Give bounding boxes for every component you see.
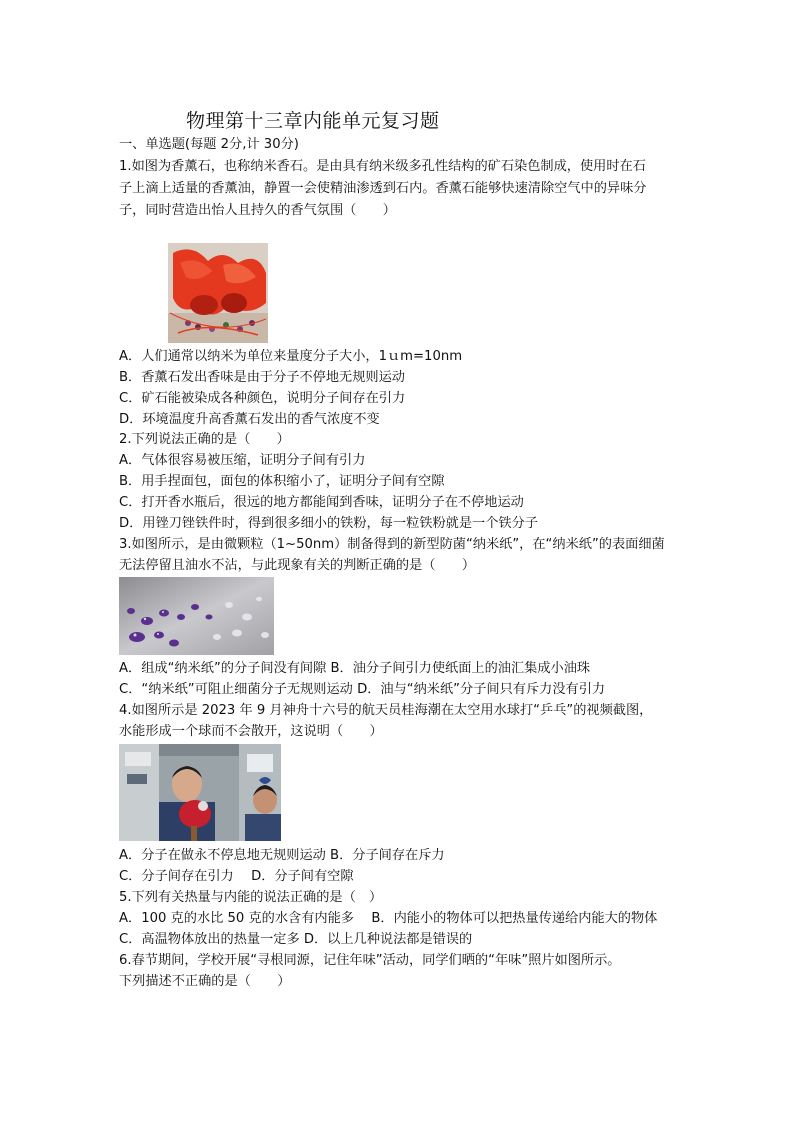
- q3-text-line-2: 无法停留且油水不沾，与此现象有关的判断正确的是（ ）: [119, 558, 476, 573]
- q2-text-line-1: 2.下列说法正确的是（ ）: [119, 432, 290, 447]
- q1-photo-aroma-stones: [168, 243, 268, 343]
- q6-text-line-2: 下列描述不正确的是（ ）: [119, 974, 291, 989]
- q4-photo-astronaut-water-ball: [119, 744, 281, 841]
- q1-text-line-1: 1.如图为香薰石，也称纳米香石。是由具有纳米级多孔性结构的矿石染色制成，使用时在石: [119, 159, 646, 174]
- q5-text-line-1: 5.下列有关热量与内能的说法正确的是（ ）: [119, 890, 383, 905]
- q3-text-line-1: 3.如图所示，是由微颗粒（1~50nm）制备得到的新型防菌“纳米纸”，在“纳米纸”的表面细菌: [119, 537, 665, 552]
- q1-option-c: C．矿石能被染成各种颜色，说明分子间存在引力: [119, 391, 406, 406]
- q3-photo-nano-paper-droplets: [119, 577, 274, 655]
- q2-option-b: B．用手捏面包，面包的体积缩小了，证明分子间有空隙: [119, 474, 445, 489]
- section-heading: 一、单选题(每题 2分,计 30分): [119, 137, 299, 152]
- q1-option-b: B．香薰石发出香味是由于分子不停地无规则运动: [119, 370, 405, 385]
- q5-options-ab: A．100 克的水比 50 克的水含有内能多 B．内能小的物体可以把热量传递给内能大的物体: [119, 911, 658, 926]
- q5-options-cd: C．高温物体放出的热量一定多 D．以上几种说法都是错误的: [119, 932, 473, 947]
- q1-text-line-3: 子，同时营造出怡人且持久的香气氛围（ ）: [119, 203, 396, 218]
- q4-options-cd: C．分子间存在引力 D．分子间有空隙: [119, 869, 354, 884]
- q2-option-c: C．打开香水瓶后，很远的地方都能闻到香味，证明分子在不停地运动: [119, 495, 524, 510]
- q4-options-ab: A．分子在做永不停息地无规则运动 B．分子间存在斥力: [119, 848, 445, 863]
- q4-text-line-2: 水能形成一个球而不会散开，这说明（ ）: [119, 724, 383, 739]
- q6-text-line-1: 6.春节期间，学校开展“寻根同源，记住年味”活动，同学们晒的“年味”照片如图所示。: [119, 953, 621, 968]
- q1-text-line-2: 子上滴上适量的香薰油，静置一会使精油渗透到石内。香薰石能够快速清除空气中的异味分: [119, 181, 647, 196]
- q1-option-a: A．人们通常以纳米为单位来量度分子大小，1ｕm=10nm: [119, 349, 463, 364]
- q1-option-d: D．环境温度升高香薰石发出的香气浓度不变: [119, 412, 380, 427]
- q3-options-ab: A．组成“纳米纸”的分子间没有间隙 B．油分子间引力使纸面上的油汇集成小油珠: [119, 661, 591, 676]
- q2-option-a: A．气体很容易被压缩，证明分子间有引力: [119, 453, 366, 468]
- q2-option-d: D．用锉刀锉铁件时，得到很多细小的铁粉，每一粒铁粉就是一个铁分子: [119, 516, 538, 531]
- page-title: 物理第十三章内能单元复习题: [186, 110, 440, 132]
- q4-text-line-1: 4.如图所示是 2023 年 9 月神舟十六号的航天员桂海潮在太空用水球打“乒乓”的视频截图，: [119, 703, 653, 718]
- q3-options-cd: C．“纳米纸”可阻止细菌分子无规则运动 D．油与“纳米纸”分子间只有斥力没有引力: [119, 682, 606, 697]
